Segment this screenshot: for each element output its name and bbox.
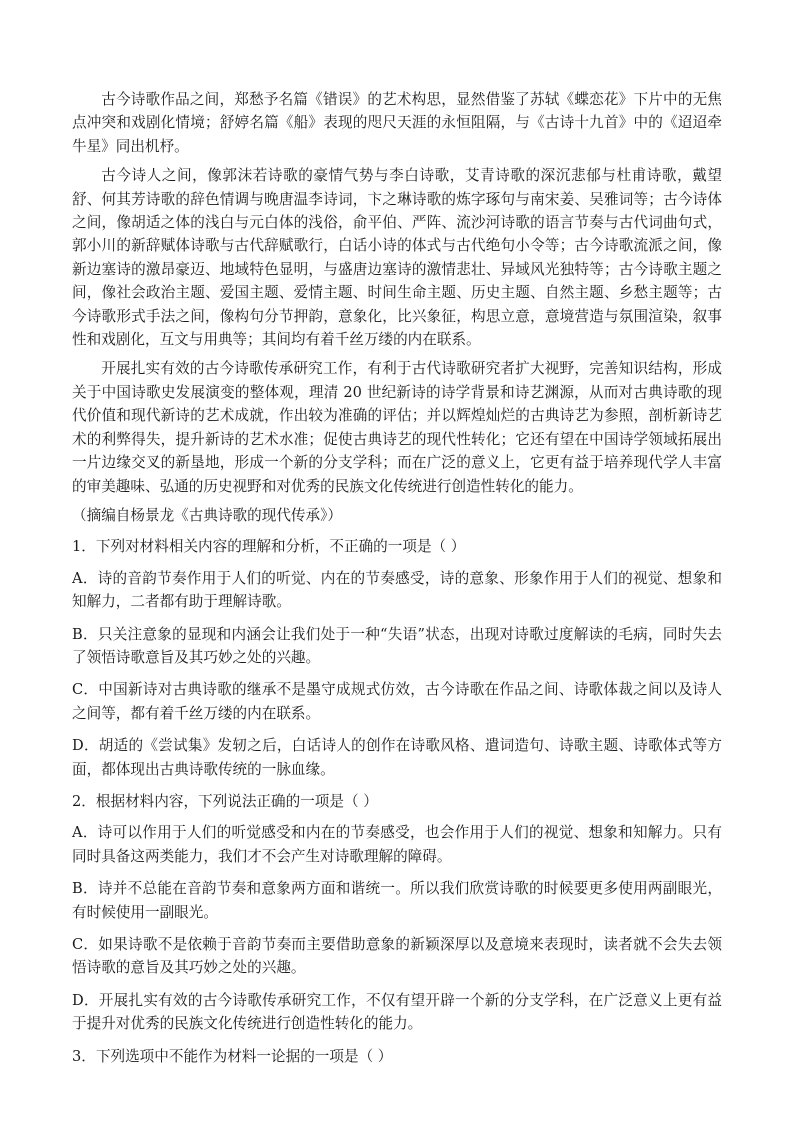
question-2 <box>72 790 722 1036</box>
passage-paragraph-2: 古今诗人之间，像郭沫若诗歌的豪情气势与李白诗歌，艾青诗歌的深沉悲郁与杜甫诗歌，戴望舒、何其芳诗歌的辞色情调与晚唐温李诗词，卞之琳诗歌的炼字琢句与南宋姜、吴雅词等；古今诗体之间，像胡适之体的浅白与元白体的浅俗，俞平伯、严阵、流沙河诗歌的语言节奏与古代词曲句式，郭小川的新辞赋体诗歌与古代辞赋歌行，白话小诗的体式与古代绝句小令等；古今诗歌流派之间，像新边塞诗的激昂豪迈、地域特色显明，与盛唐边塞诗的激情悲壮、异域风光独特等；古今诗歌主题之间，像社会政治主题、爱国主题、爱情主题、时间生命主题、历史主题、自然主题、乡愁主题等；古今诗歌形式手法之间，像构句分节押韵，意象化，比兴象征，构思立意，意境营造与氛围渲染，叙事性和戏剧化，互文与用典等；其间均有着千丝万缕的内在联系。 <box>72 167 722 349</box>
passage <box>72 88 722 527</box>
option-b: B．诗并不总能在音韵节奏和意象两方面和谐统一。所以我们欣赏诗歌的时候要更多使用两副眼光，有时候使用一副眼光。 <box>72 880 722 921</box>
passage-paragraph-1: 古今诗歌作品之间，郑愁予名篇《错误》的艺术构思，显然借鉴了苏轼《蝶恋花》下片中的无焦点冲突和戏剧化情境；舒婷名篇《船》表现的咫尺天涯的永恒阻隔，与《古诗十九首》中的《迢迢牵牛星》同出机杼。 <box>72 91 722 155</box>
passage-source: （摘编自杨景龙《古典诗歌的现代传承》） <box>72 506 342 524</box>
option-a: A．诗可以作用于人们的听觉感受和内在的节奏感受，也会作用于人们的视觉、想象和知解力。只有同时具备这两类能力，我们才不会产生对诗歌理解的障碍。 <box>72 824 722 865</box>
question-stem: 2．根据材料内容，下列说法正确的一项是（ ） <box>72 792 378 810</box>
option-a: A．诗的音韵节奏作用于人们的听觉、内在的节奏感受，诗的意象、形象作用于人们的视觉、想象和知解力，二者都有助于理解诗歌。 <box>72 569 722 611</box>
question-stem: 3．下列选项中不能作为材料一论据的一项是（ ） <box>72 1047 393 1065</box>
option-d: D．开展扎实有效的古今诗歌传承研究工作，不仅有望开辟一个新的分支学科，在广泛意义上更有益于提升对优秀的民族文化传统进行创造性转化的能力。 <box>72 991 722 1033</box>
passage-paragraph-3: 开展扎实有效的古今诗歌传承研究工作，有利于古代诗歌研究者扩大视野，完善知识结构，形成关于中国诗歌史发展演变的整体观，理清 20 世纪新诗的诗学背景和诗艺渊源，从而对古典诗歌的现代价值和现代新诗的艺术成就，作出较为准确的评估；并以辉煌灿烂的古典诗艺为参照，剖析新诗艺术的利弊得失，提升新诗的艺术水准；促使古典诗艺的现代性转化；它还有望在中国诗学领域拓展出一片边缘交叉的新垦地，形成一个新的分支学科；而在广泛的意义上，它更有益于培养现代学人丰富的审美趣味、弘通的历史视野和对优秀的民族文化传统进行创造性转化的能力。 <box>72 360 722 495</box>
option-c: C．如果诗歌不是依赖于音韵节奏而主要借助意象的新颖深厚以及意境来表现时，读者就不会失去领悟诗歌的意旨及其巧妙之处的兴趣。 <box>72 936 722 977</box>
question-3 <box>72 1045 722 1068</box>
question-1 <box>72 535 722 781</box>
option-d: D．胡适的《尝试集》发轫之后，白话诗人的创作在诗歌风格、遣词造句、诗歌主题、诗歌体式等方面，都体现出古典诗歌传统的一脉血缘。 <box>72 737 722 778</box>
option-b: B．只关注意象的显现和内涵会让我们处于一种“失语”状态，出现对诗歌过度解读的毛病，同时失去了领悟诗歌意旨及其巧妙之处的兴趣。 <box>72 625 722 666</box>
question-stem: 1．下列对材料相关内容的理解和分析，不正确的一项是（ ） <box>72 538 466 556</box>
option-c: C．中国新诗对古典诗歌的继承不是墨守成规式仿效，古今诗歌在作品之间、诗歌体裁之间以及诗人之间等，都有着千丝万缕的内在联系。 <box>72 681 722 722</box>
